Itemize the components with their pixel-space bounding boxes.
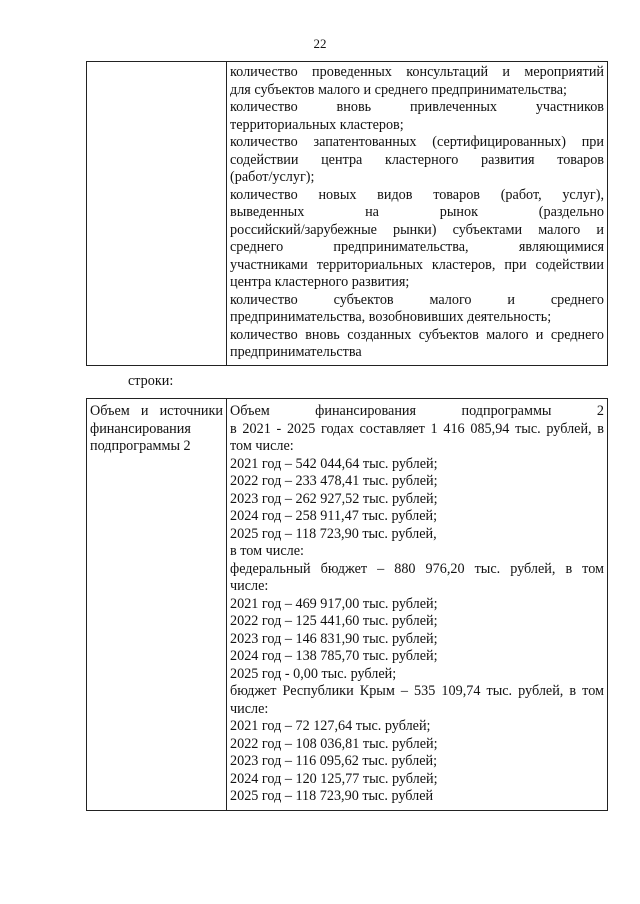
text-line: числе: [230,700,269,717]
text-line: 2022 год – 233 478,41 тыс. рублей; [230,473,438,489]
text-line: 2022 год – 125 441,60 тыс. рублей; [230,613,438,629]
text-line: 2024 год – 120 125,77 тыс. рублей; [230,770,438,787]
left-cell [87,62,227,366]
text-line: бюджет Республики Крым – 535 109,74 тыс. рублей, в том [230,683,604,699]
text-line: 2021 год – 72 127,64 тыс. рублей; [230,718,431,734]
text-line: 2021 год – 469 917,00 тыс. рублей; [230,595,438,612]
text-line: количество вновь привлеченных участников [230,99,604,115]
financing-label-text [90,403,223,456]
text-line: предпринимательства, возобновивших деятельность; [230,309,552,325]
text-line: количество вновь созданных субъектов малого и среднего [230,326,604,343]
text-line: количество новых видов товаров (работ, услуг), [230,186,604,203]
text-line: федеральный бюджет – 880 976,20 тыс. рублей, в том [230,560,604,577]
text-line: 2024 год – 258 911,47 тыс. рублей; [230,508,438,524]
table-row [87,399,608,811]
text-line: участниками территориальных кластеров, при содействии [230,256,604,273]
text-line: среднего предпринимательства, являющимися [230,239,604,255]
text-line: в 2021 - 2025 годах составляет 1 416 085,94 тыс. рублей, в [230,420,604,437]
financing-label-cell [87,399,227,811]
text-line: 2025 год – 118 723,90 тыс. рублей [230,788,434,804]
text-line: 2021 год – 542 044,64 тыс. рублей; [230,455,438,472]
text-line: центра кластерного развития; [230,274,410,290]
text-line: выведенных на рынок (раздельно [230,204,604,220]
text-line: российский/зарубежные рынки) субъектами малого и [230,221,604,238]
text-line: для субъектов малого и среднего предпринимательства; [230,81,567,98]
text-line: содействии центра кластерного развития товаров [230,151,604,168]
indicators-cell [227,62,608,366]
text-line: предпринимательства [230,344,362,360]
text-line: Объем финансирования подпрограммы 2 [230,403,604,419]
financing-details-cell [227,399,608,811]
text-line: количество проведенных консультаций и мероприятий [230,64,604,80]
text-line: 2023 год – 262 927,52 тыс. рублей; [230,490,438,507]
text-line: финансирования [90,420,191,437]
text-line: числе: [230,578,269,594]
text-line: 2023 год – 146 831,90 тыс. рублей; [230,630,438,647]
table-row [87,62,608,366]
stroki-label: строки: [128,373,174,389]
page-number: 22 [313,36,327,51]
text-line: 2025 год – 118 723,90 тыс. рублей, [230,525,437,542]
text-line: 2024 год – 138 785,70 тыс. рублей; [230,648,438,664]
text-line: 2023 год – 116 095,62 тыс. рублей; [230,753,438,769]
text-line: подпрограммы 2 [90,438,191,454]
financing-details-text [230,403,604,806]
text-line: в том числе: [230,543,304,559]
text-line: 2022 год – 108 036,81 тыс. рублей; [230,735,438,752]
text-line: том числе: [230,438,294,454]
text-line: Объем и источники [90,403,223,419]
text-line: количество запатентованных (сертифицированных) при [230,134,604,150]
text-line: территориальных кластеров; [230,116,404,133]
indicators-text [230,64,604,362]
text-line: 2025 год - 0,00 тыс. рублей; [230,665,397,682]
financing-table [86,398,608,811]
text-line: количество субъектов малого и среднего [230,291,604,308]
indicators-table [86,61,608,366]
text-line: (работ/услуг); [230,169,315,185]
